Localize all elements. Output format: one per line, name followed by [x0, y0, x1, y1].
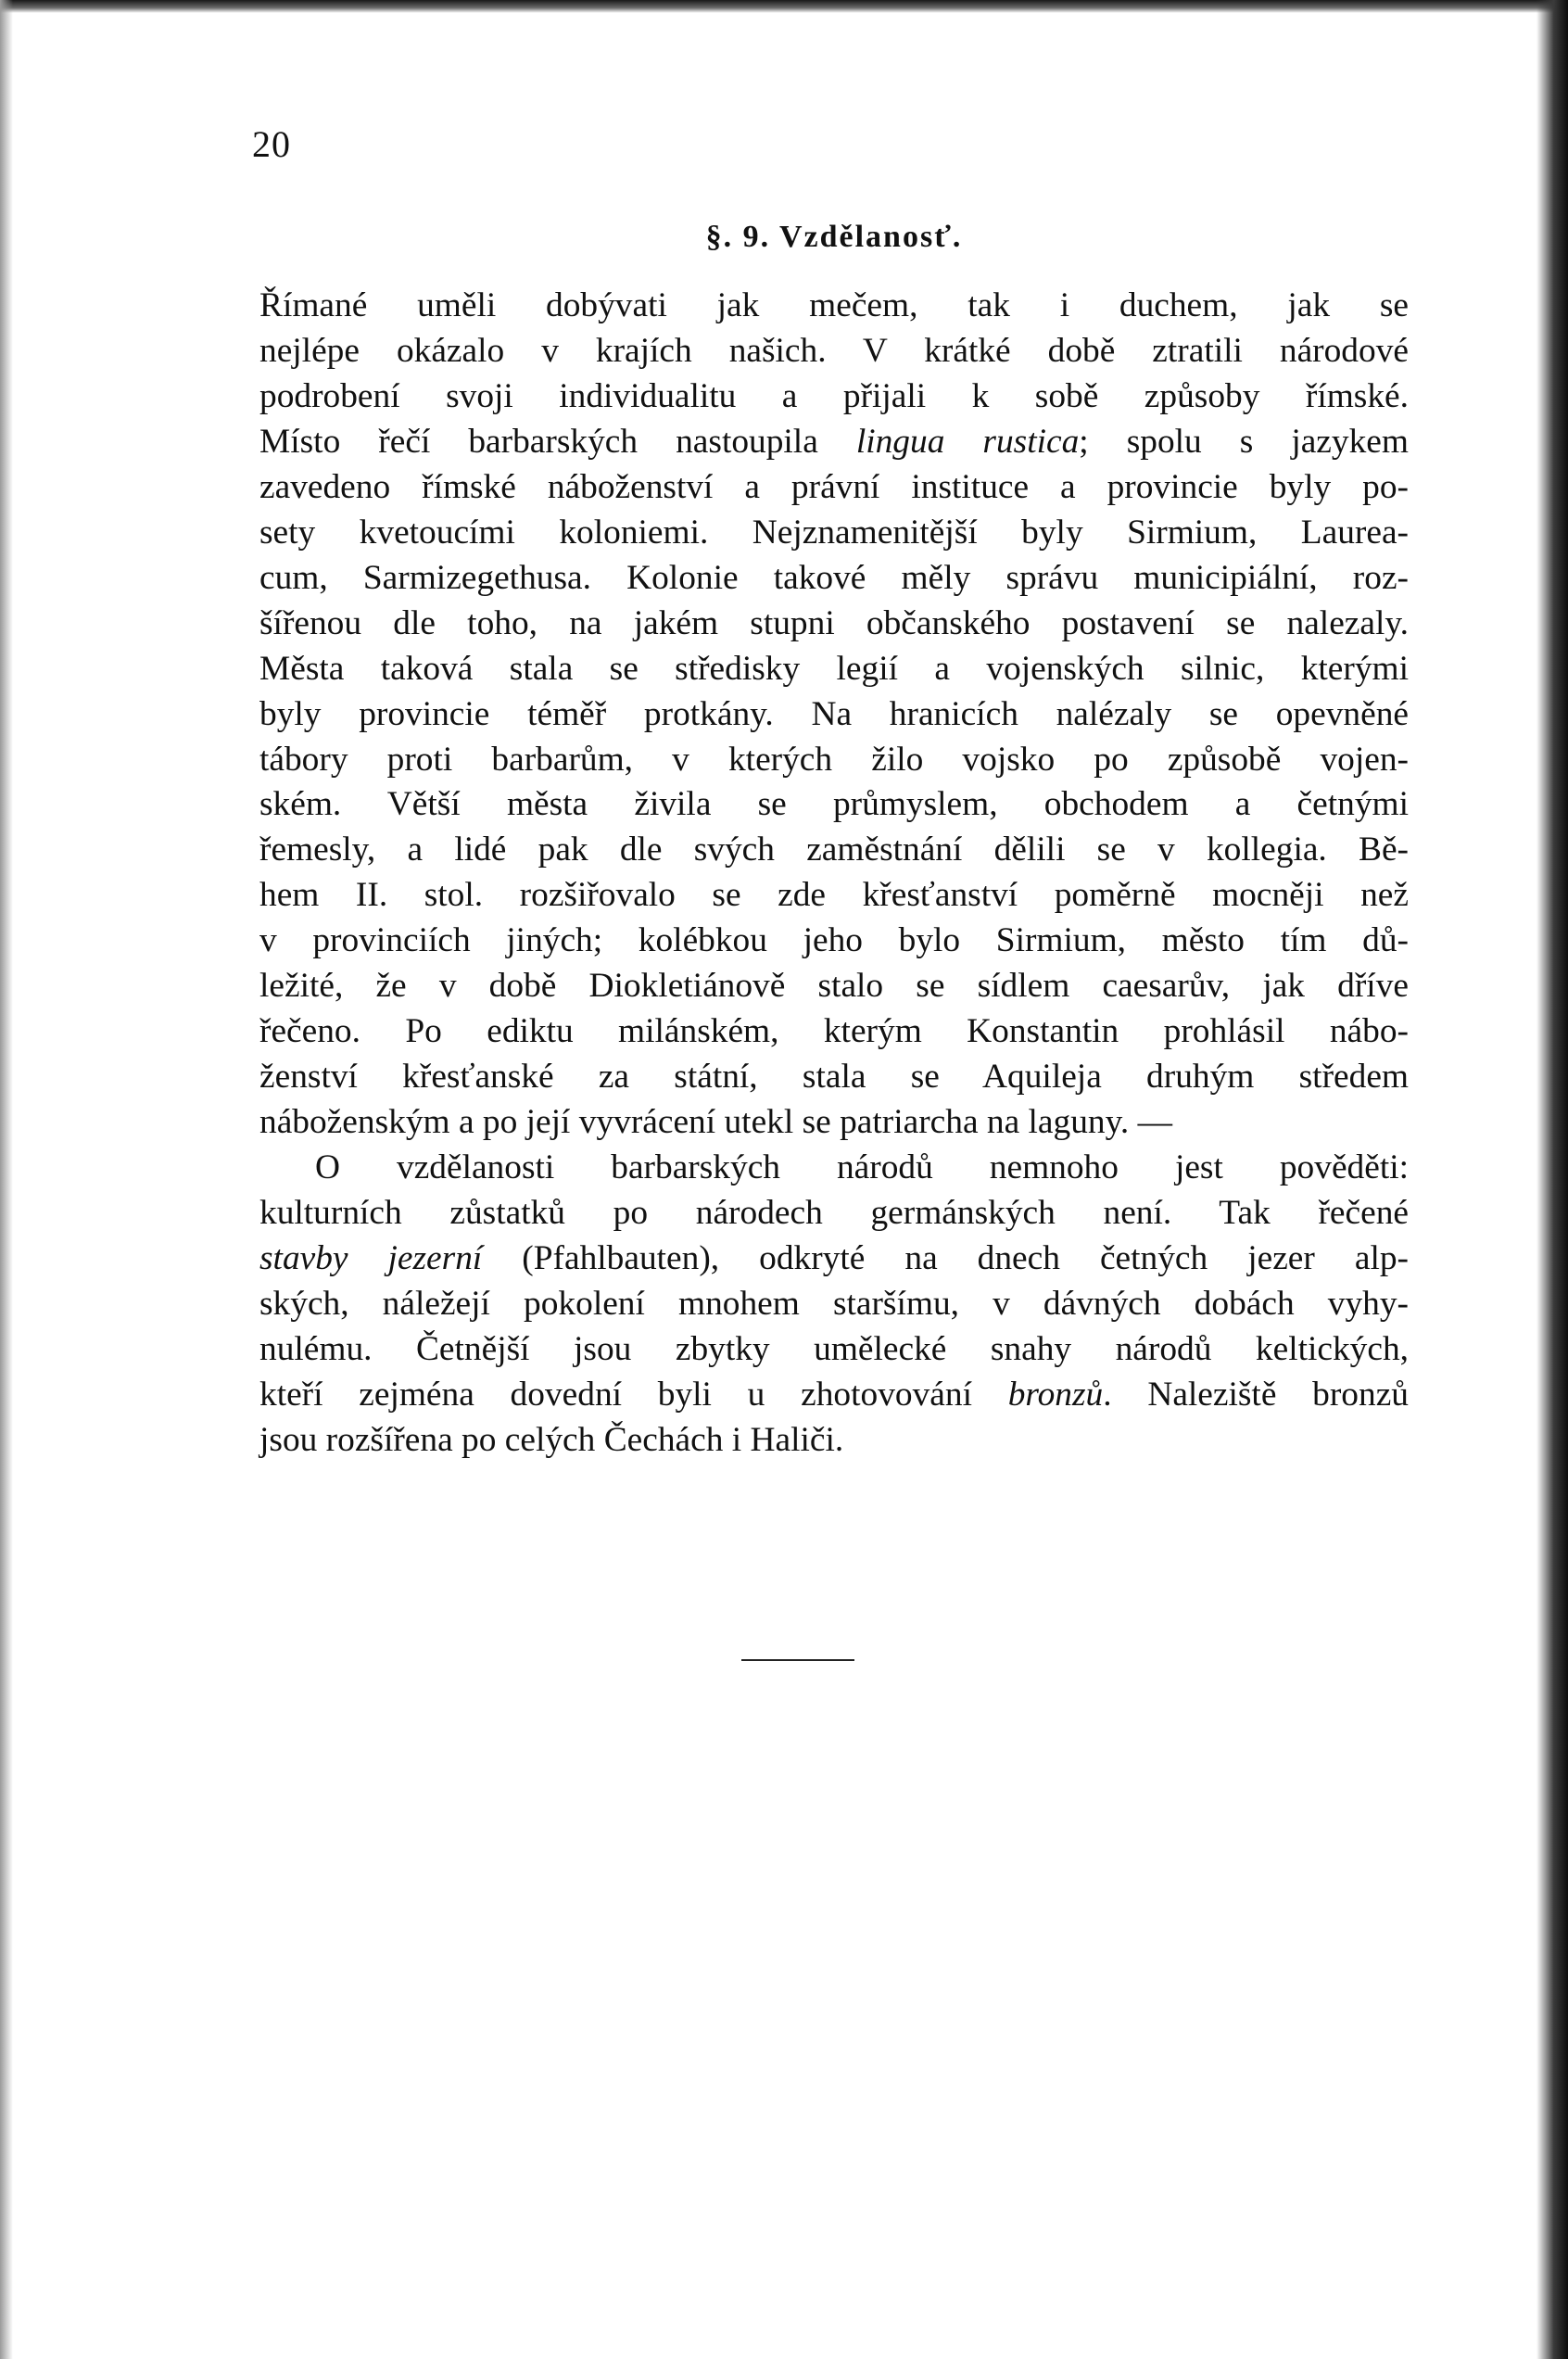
text-segment: náboženským a po její vyvrácení utekl se patriarcha na laguny. —: [259, 1103, 1172, 1142]
text-line: [259, 284, 1409, 329]
text-line: [259, 738, 1409, 783]
text-segment: zavedeno římské náboženství a právní instituce a provincie byly po-: [259, 467, 1409, 506]
text-segment: jsou rozšířena po celých Čechách i Haliči.: [259, 1420, 844, 1459]
text-line: [259, 1009, 1409, 1055]
italic-phrase: stavby jezerní: [259, 1239, 483, 1278]
text-line: [259, 1282, 1409, 1327]
text-line: [259, 1191, 1409, 1237]
text-segment: byly provincie téměř protkány. Na hranicích nalézaly se opevněné: [259, 694, 1409, 733]
text-line: [259, 919, 1409, 964]
text-segment: ském. Větší města živila se průmyslem, obchodem a četnými: [259, 785, 1409, 824]
text-line: [259, 1237, 1409, 1282]
italic-phrase: lingua rustica: [855, 422, 1080, 461]
text-line: [259, 1418, 1409, 1464]
text-segment: ; spolu s jazykem: [1079, 422, 1409, 461]
text-line: [259, 873, 1409, 919]
end-rule: [741, 1659, 854, 1661]
text-segment: tábory proti barbarům, v kterých žilo vojsko po způsobě vojen-: [259, 740, 1409, 779]
section-heading: §. 9. Vzdělanosť.: [705, 220, 963, 254]
text-line: [259, 511, 1409, 556]
text-segment: ženství křesťanské za státní, stala se Aquileja druhým středem: [259, 1058, 1409, 1097]
text-line: [259, 964, 1409, 1009]
text-line: [259, 1100, 1409, 1146]
text-line: [259, 1146, 1409, 1191]
text-line: [259, 329, 1409, 374]
text-line: [259, 828, 1409, 873]
text-segment: Římané uměli dobývati jak mečem, tak i duchem, jak se: [259, 286, 1409, 324]
text-segment: nejlépe okázalo v krajích našich. V krátké době ztratili národové: [259, 331, 1409, 370]
text-segment: řemesly, a lidé pak dle svých zaměstnání dělili se v kollegia. Bě-: [259, 831, 1409, 869]
text-segment: O vzdělanosti barbarských národů nemnoho jest pověděti:: [315, 1148, 1409, 1187]
page-number: 20: [252, 123, 291, 165]
scan-edge-right: [1536, 0, 1568, 2359]
text-line: [259, 420, 1409, 465]
text-segment: kteří zejména dovední byli u zhotovování: [259, 1375, 1008, 1414]
text-segment: . Naleziště bronzů: [1103, 1375, 1409, 1414]
text-segment: (Pfahlbauten), odkryté na dnech četných jezer alp-: [482, 1239, 1409, 1278]
text-segment: kulturních zůstatků po národech germánských není. Tak řečené: [259, 1194, 1409, 1233]
scan-edge-top: [0, 0, 1568, 13]
scan-edge-left: [0, 0, 13, 2359]
text-segment: nulému. Četnější jsou zbytky umělecké snahy národů keltických,: [259, 1329, 1409, 1368]
text-segment: šířenou dle toho, na jakém stupni občanského postavení se nalezaly.: [259, 603, 1409, 642]
text-line: [259, 1327, 1409, 1373]
text-segment: sety kvetoucími koloniemi. Nejznamenitější byly Sirmium, Laurea-: [259, 513, 1409, 552]
text-segment: Města taková stala se středisky legií a vojenských silnic, kterými: [259, 649, 1409, 688]
text-line: [259, 692, 1409, 738]
text-line: [259, 1373, 1409, 1418]
text-segment: Místo řečí barbarských nastoupila: [259, 422, 856, 461]
text-line: [259, 782, 1409, 828]
text-line: [259, 1055, 1409, 1100]
italic-phrase: bronzů: [1007, 1375, 1104, 1414]
text-segment: v provinciích jiných; kolébkou jeho bylo Sirmium, město tím dů-: [259, 921, 1409, 960]
text-segment: hem II. stol. rozšiřovalo se zde křesťanství poměrně mocněji než: [259, 876, 1409, 915]
text-segment: cum, Sarmizegethusa. Kolonie takové měly správu municipiální, roz-: [259, 558, 1409, 597]
text-segment: ských, náležejí pokolení mnohem staršímu, v dávných dobách vyhy-: [259, 1284, 1409, 1323]
text-segment: ležité, že v době Diokletiánově stalo se sídlem caesarův, jak dříve: [259, 967, 1409, 1006]
body-text: [259, 284, 1409, 1464]
text-segment: řečeno. Po ediktu milánském, kterým Konstantin prohlásil nábo-: [259, 1012, 1409, 1051]
text-line: [259, 374, 1409, 420]
text-line: [259, 556, 1409, 602]
text-segment: podrobení svoji individualitu a přijali k sobě způsoby římské.: [259, 376, 1409, 415]
text-line: [259, 602, 1409, 647]
text-line: [259, 647, 1409, 692]
text-line: [259, 465, 1409, 511]
